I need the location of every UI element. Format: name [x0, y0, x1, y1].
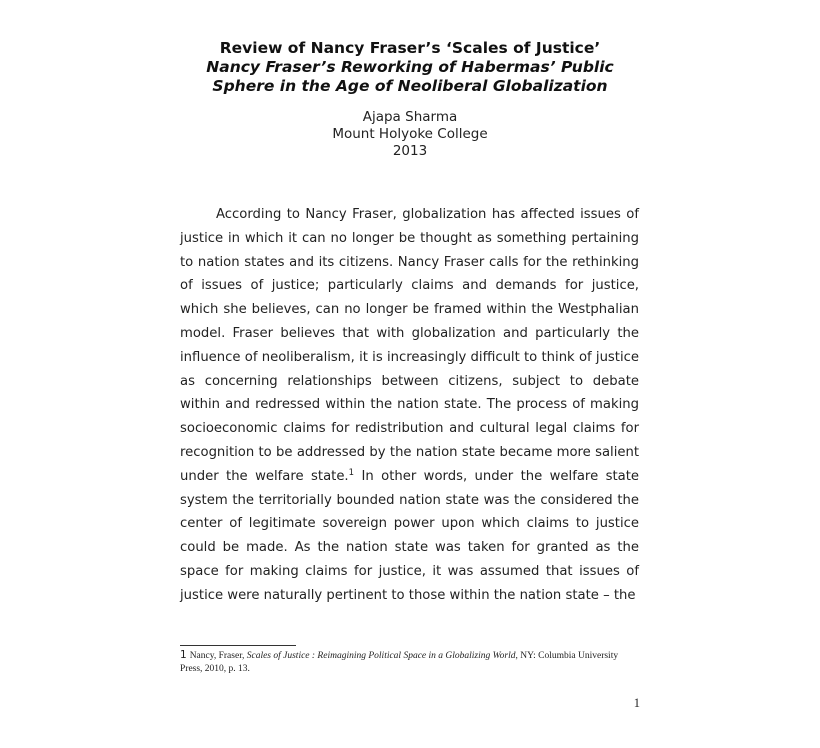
body-text — [180, 203, 639, 608]
footnote-text-before: Nancy, Fraser, — [189, 651, 247, 661]
footnote-text-after: , NY: Columbia University Press, 2010, p. 13. — [180, 651, 619, 674]
page-number: 1 — [633, 696, 640, 710]
footnote-book-title: Scales of Justice : Reimagining Political Space in a Globalizing World — [246, 651, 516, 661]
body-paragraph — [180, 203, 639, 608]
subtitle-line-2: Sphere in the Age of Neoliberal Globalization — [212, 77, 608, 95]
footnote-number: 1 — [180, 649, 187, 661]
paragraph-text-part1: According to Nancy Fraser, globalization has affected issues of justice in which it can no longer be thought as something pertaining to nation states and its citizens. Nancy Fraser calls for the rethinking of issues of justice; particularly claims and demands for justice, which she believes, can no longer be framed within the Westphalian model. Fraser believes that with globalization and particularly the influence of neoliberalism, it is increasingly difficult to think of justice as concerning relationships between citizens, subject to debate within and redressed within the nation state. The process of making socioeconomic claims for redistribution and cultural legal claims for recognition to be addressed by the nation state became more salient under the welfare state. — [180, 207, 639, 484]
footnote — [180, 649, 639, 676]
review-title: Review of Nancy Fraser’s ‘Scales of Justice’ — [219, 39, 601, 57]
author-name: Ajapa Sharma — [362, 109, 458, 125]
footnote-divider — [180, 645, 296, 646]
publication-year: 2013 — [392, 143, 428, 159]
footnote-reference[interactable]: 1 — [348, 467, 355, 478]
author-block — [0, 109, 820, 160]
title-block — [0, 39, 820, 96]
author-institution: Mount Holyoke College — [332, 126, 488, 142]
subtitle-line-1: Nancy Fraser’s Reworking of Habermas’ Public — [206, 58, 614, 76]
paragraph-text-part2: In other words, under the welfare state system the territorially bounded nation state was the considered the center of legitimate sovereign power upon which claims to justice could be made. As the nation state was taken for granted as the space for making claims for justice, it was assumed that issues of justice were naturally pertinent to those within the nation state – the — [180, 468, 639, 603]
